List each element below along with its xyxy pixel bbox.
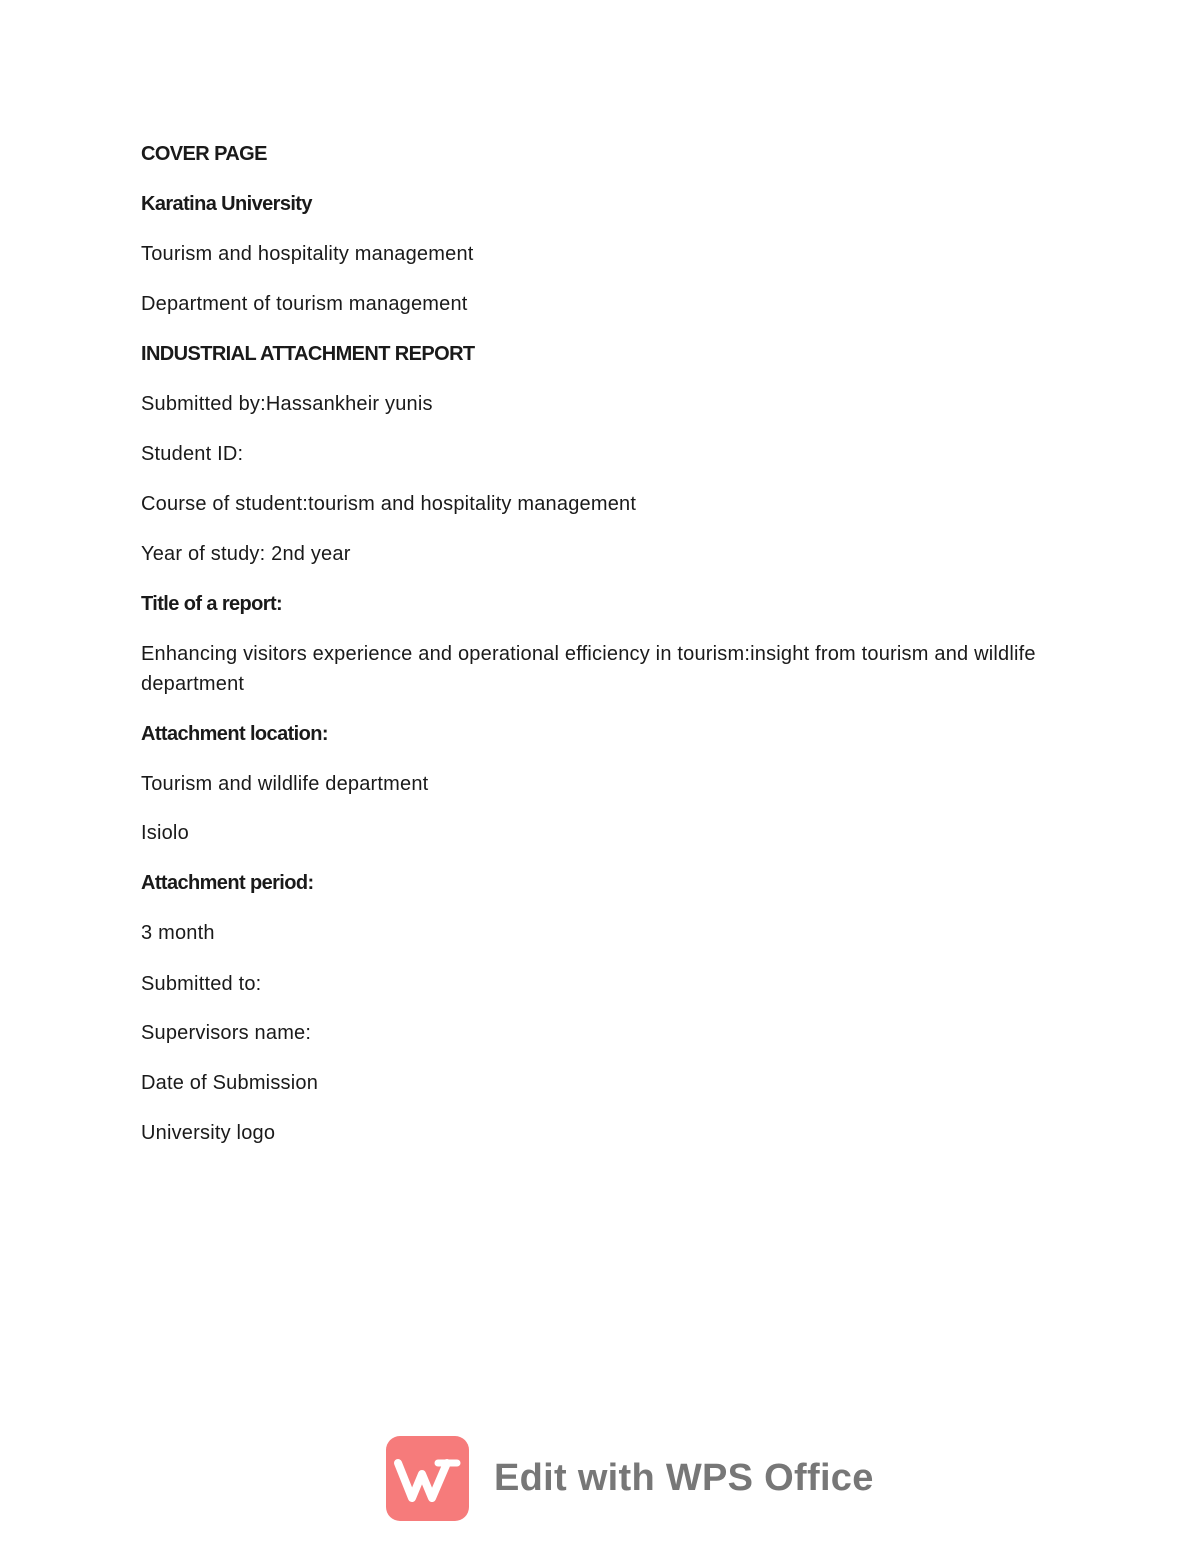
report-type-heading: INDUSTRIAL ATTACHMENT REPORT	[141, 343, 475, 365]
attachment-period-value: 3 month	[141, 922, 215, 944]
year-of-study-line: Year of study: 2nd year	[141, 543, 351, 565]
attachment-location-town: Isiolo	[141, 822, 189, 844]
supervisor-name-line: Supervisors name:	[141, 1022, 312, 1044]
report-title-heading: Title of a report:	[141, 593, 283, 615]
attachment-period-heading: Attachment period:	[141, 872, 314, 894]
submitted-by-line: Submitted by:Hassankheir yunis	[141, 393, 433, 415]
cover-page-heading: COVER PAGE	[141, 143, 267, 165]
wps-logo-icon	[386, 1436, 469, 1521]
faculty-name: Tourism and hospitality management	[141, 243, 474, 265]
report-title-text: Enhancing visitors experience and operational efficiency in tourism:insight from tourism and wildlife department	[141, 643, 1036, 695]
university-name: Karatina University	[141, 193, 312, 215]
department-name: Department of tourism management	[141, 293, 468, 315]
attachment-location-heading: Attachment location:	[141, 723, 328, 745]
date-of-submission-line: Date of Submission	[141, 1072, 319, 1094]
attachment-location-department: Tourism and wildlife department	[141, 773, 429, 795]
wps-watermark[interactable]	[386, 1436, 874, 1521]
course-line: Course of student:tourism and hospitality management	[141, 493, 637, 515]
university-logo-line: University logo	[141, 1122, 276, 1144]
student-id-line: Student ID:	[141, 443, 244, 465]
submitted-to-line: Submitted to:	[141, 973, 262, 995]
wps-watermark-text: Edit with WPS Office	[494, 1457, 874, 1499]
